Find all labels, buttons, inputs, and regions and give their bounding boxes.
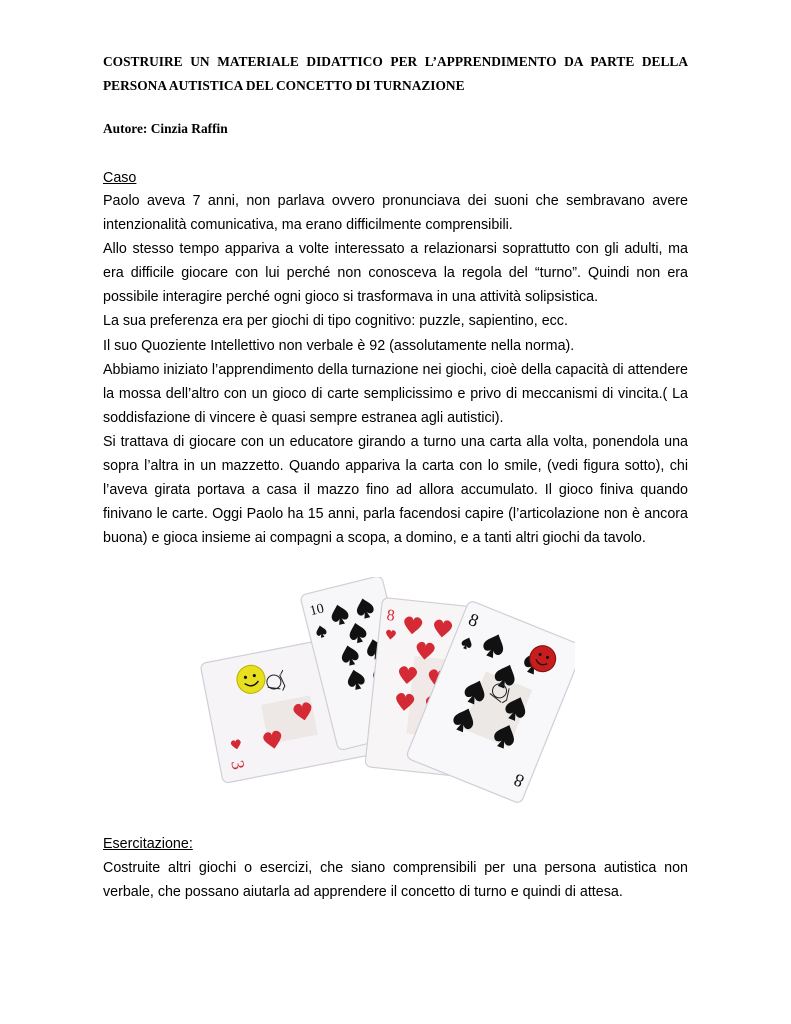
svg-text:8: 8 [385, 606, 396, 625]
caso-paragraph-2: Allo stesso tempo appariva a volte interessato a relazionarsi soprattutto con gli adulti, ma era difficile giocare con lui perché non conosceva la regola del “turno”. Quindi non era possibile interagire perché ogni gioco si trasformava in una attività solipsistica. [103, 241, 688, 306]
playing-cards-illustration [200, 577, 575, 805]
caso-paragraph-3: La sua preferenza era per giochi di tipo cognitivo: puzzle, sapientino, ecc. [103, 313, 568, 330]
caso-paragraph-4: Il suo Quoziente Intellettivo non verbale è 92 (assolutamente nella norma). [103, 337, 575, 354]
document-title: COSTRUIRE UN MATERIALE DIDATTICO PER L’APPRENDIMENTO DA PARTE DELLA PERSONA AUTISTICA DEL CONCETTO DI TURNAZIONE [103, 54, 688, 93]
section-heading-caso: Caso [103, 170, 137, 186]
svg-text:8: 8 [510, 769, 527, 792]
svg-text:8: 8 [465, 609, 482, 631]
playing-cards-photo [200, 577, 575, 805]
svg-text:10: 10 [308, 601, 326, 620]
caso-body [103, 189, 688, 550]
caso-paragraph-1: Paolo aveva 7 anni, non parlava ovvero pronunciava dei suoni che sembravano avere intenzionalità comunicativa, ma erano difficilmente comprensibili. [103, 193, 688, 234]
section-heading-esercitazione: Esercitazione: [103, 836, 193, 852]
esercitazione-paragraph: Costruite altri giochi o esercizi, che siano comprensibili per una persona autistica non verbale, che possano aiutarla ad apprendere il concetto di turno e quindi di attesa. [103, 860, 688, 901]
author-line: Autore: Cinzia Raffin [103, 121, 228, 136]
caso-paragraph-5: Abbiamo iniziato l’apprendimento della turnazione nei giochi, cioè della capacità di attendere la mossa dell’altro con un gioco di carte semplicissimo e privo di meccanismi di vincita.( La soddisfazione di vincere è quasi sempre estranea agli autistici). [103, 361, 688, 426]
caso-paragraph-6: Si trattava di giocare con un educatore girando a turno una carta alla volta, ponendola una sopra l’altra in un mazzetto. Quando appariva la carta con lo smile, (vedi figura sotto), chi l’aveva girata portava a casa il mazzo fino ad allora accumulato. Il gioco finiva quando finivano le carte. Oggi Paolo ha 15 anni, parla facendosi capire (l’articolazione non è ancora buona) e gioca insieme ai compagni a scopa, a domino, e a tanti altri giochi da tavolo. [103, 433, 688, 547]
esercitazione-body [103, 856, 688, 904]
svg-text:3: 3 [227, 758, 249, 772]
